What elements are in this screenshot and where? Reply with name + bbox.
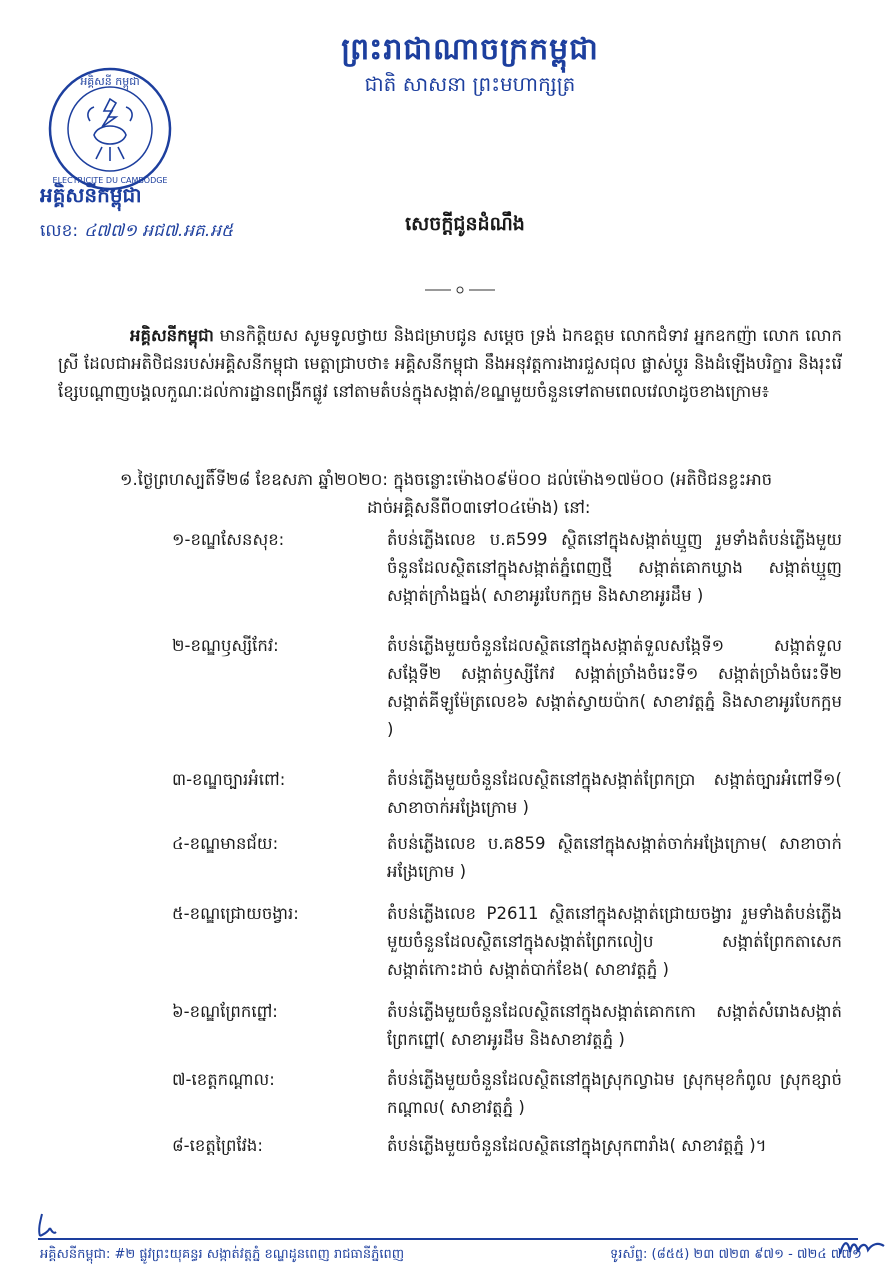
area-label: ២-ខណ្ឌឫស្សីកែវ: bbox=[172, 636, 279, 655]
organization-name: អគ្គិសនីកម្ពុជា bbox=[40, 183, 142, 207]
handwritten-initial bbox=[34, 1210, 58, 1240]
area-label: ៤-ខណ្ឌមានជ័យ: bbox=[172, 834, 279, 853]
footer-phone: ទូរស័ព្ទ: (៨៥៥) ២៣ ៧២៣ ៩៧១ - ៧២៤ ៧៧១ bbox=[610, 1247, 862, 1262]
kingdom-title: ព្រះរាជាណាចក្រកម្ពុជា bbox=[341, 32, 599, 67]
footer-divider bbox=[38, 1238, 858, 1240]
area-text: តំបន់ភ្លើងមួយចំនួនដែលស្ថិតនៅក្នុងសង្កាត់ទួលសង្កែទី១ សង្កាត់ទួលសង្កែទី២ សង្កាត់ឫស្សីកែវ សង្កាត់ច្រាំងចំរេះទី១ សង្កាត់ច្រាំងចំរេះទី២ សង្កាត់គីឡូម៉ែត្រលេខ៦ សង្កាត់ស្វាយប៉ាក( សាខាវត្តភ្នំ និងសាខាអូរបែកក្អម ) bbox=[387, 636, 842, 739]
handwritten-signature bbox=[838, 1236, 888, 1260]
national-motto: ជាតិ សាសនា ព្រះមហាក្សត្រ bbox=[364, 72, 576, 96]
area-text: តំបន់ភ្លើងមួយចំនួនដែលស្ថិតនៅក្នុងសង្កាត់គោកកោ សង្កាត់សំរោងសង្កាត់ព្រែកព្នៅ( សាខាអូរដឹម និងសាខាវត្តភ្នំ ) bbox=[387, 1002, 842, 1049]
intro-text: មានកិត្តិយស សូមទូលថ្វាយ និងជម្រាបជូន សម្តេច ទ្រង់ ឯកឧត្តម លោកជំទាវ អ្នកឧកញ៉ា លោក លោកស្រី ដែលជាអតិថិជនរបស់អគ្គិសនីកម្ពុជា មេត្តាជ្រាបថា៖ អគ្គិសនីកម្ពុជា នឹងអនុវត្តការងារជួសជុល ផ្លាស់ប្តូរ និងដំឡើងបរិក្ខារ និងរុះរើខ្សែបណ្តាញបង្គលកួណៈដល់ការដ្ឋានពង្រីកផ្លូវ នៅតាមតំបន់ក្នុងសង្កាត់/ខណ្ឌមួយចំនួនទៅតាមពេលវេលាដូចខាងក្រោម៖ bbox=[58, 326, 842, 401]
kingdom-header bbox=[300, 30, 640, 98]
area-text: តំបន់ភ្លើងលេខ P2611 ស្ថិតនៅក្នុងសង្កាត់ជ្រោយចង្វារ រួមទាំងតំបន់ភ្លើងមួយចំនួនដែលស្ថិតនៅក្នុងសង្កាត់ព្រែកលៀប សង្កាត់ព្រែកតាសេក សង្កាត់កោះដាច់ សង្កាត់បាក់ខែង( សាខាវត្តភ្នំ ) bbox=[387, 904, 842, 979]
area-text: តំបន់ភ្លើងមួយចំនួនដែលស្ថិតនៅក្នុងស្រុកល្វាឯម ស្រុកមុខកំពូល ស្រុកខ្សាច់កណ្តាល( សាខាវត្តភ្នំ ) bbox=[387, 1070, 842, 1117]
reference-number bbox=[40, 220, 233, 245]
schedule-item-1-continued: ដាច់អគ្គិសនីពី០៣ទៅ០៤ម៉ោង) នៅ: bbox=[367, 498, 591, 517]
document-title: សេចក្តីជូនដំណឹង bbox=[405, 213, 525, 235]
area-text: តំបន់ភ្លើងលេខ ប.គ599 ស្ថិតនៅក្នុងសង្កាត់ឃ្មួញ រួមទាំងតំបន់ភ្លើងមួយចំនួនដែលស្ថិតនៅក្នុងសង្កាត់ភ្នំពេញថ្មី សង្កាត់គោកឃ្លាង សង្កាត់ឃ្មួញ សង្កាត់ក្រាំងធ្នង់( សាខាអូរបែកក្អម និងសាខាអូរដឹម ) bbox=[387, 530, 842, 605]
intro-lead: អគ្គិសនីកម្ពុជា bbox=[130, 326, 214, 345]
intro-paragraph bbox=[58, 322, 842, 406]
area-text: តំបន់ភ្លើងមួយចំនួនដែលស្ថិតនៅក្នុងស្រុកពារាំង( សាខាវត្តភ្នំ )។ bbox=[387, 1136, 767, 1155]
seal-text-top: អគ្គិសនី កម្ពុជា bbox=[80, 75, 140, 88]
area-label: ៧-ខេត្តកណ្តាល: bbox=[172, 1070, 275, 1089]
seal-text-bottom: ELECTRICITE DU CAMBODGE bbox=[52, 176, 168, 185]
area-text: តំបន់ភ្លើងមួយចំនួនដែលស្ថិតនៅក្នុងសង្កាត់ព្រែកប្រា សង្កាត់ច្បារអំពៅទី១( សាខាចាក់អង្រែក្រោម ) bbox=[387, 770, 842, 817]
schedule-item-1: ១.ថ្ងៃព្រហស្បតិ៍ទី២៨ ខែឧសភា ឆ្នាំ២០២០: ក្នុងចន្លោះម៉ោង០៩ម៉០០ ដល់ម៉ោង១៧ម៉០០ (អតិថិជនខ្លះអាច bbox=[120, 470, 773, 489]
reference-label: លេខ: bbox=[40, 221, 79, 241]
area-label: ៥-ខណ្ឌជ្រោយចង្វារ: bbox=[172, 904, 299, 923]
area-label: ៦-ខណ្ឌព្រែកព្នៅ: bbox=[172, 1002, 278, 1021]
reference-value: ៤៧៧១ អជ៧.អគ.អ៥ bbox=[84, 221, 234, 241]
footer-address: អគ្គិសនីកម្ពុជា: #២ ផ្លូវព្រះយុគន្ធរ សង្កាត់វត្តភ្នំ ខណ្ឌដូនពេញ រាជធានីភ្នំពេញ bbox=[40, 1247, 405, 1262]
electricite-du-cambodge-seal bbox=[46, 65, 174, 193]
area-label: ៣-ខណ្ឌច្បារអំពៅ: bbox=[172, 770, 286, 789]
area-label: ៨-ខេត្តព្រៃវែង: bbox=[172, 1136, 263, 1155]
divider-ornament bbox=[425, 285, 495, 295]
area-label: ១-ខណ្ឌសែនសុខ: bbox=[172, 530, 285, 549]
area-text: តំបន់ភ្លើងលេខ ប.គ859 ស្ថិតនៅក្នុងសង្កាត់ចាក់អង្រែក្រោម( សាខាចាក់អង្រែក្រោម ) bbox=[387, 834, 842, 881]
